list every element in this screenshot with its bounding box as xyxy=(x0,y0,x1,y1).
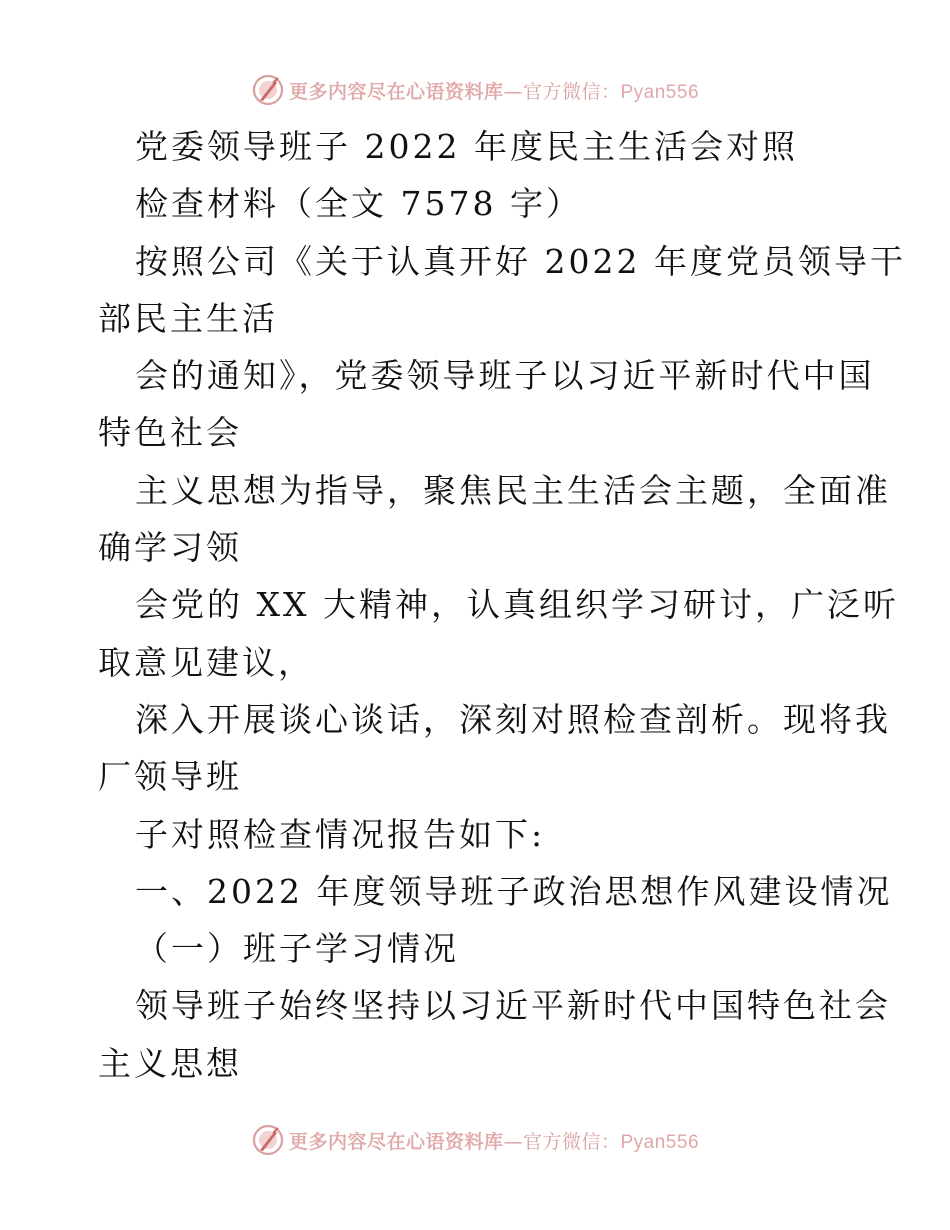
paragraph-line: 厂领导班 xyxy=(98,757,242,797)
watermark-brand: 更多内容尽在心语资料库 xyxy=(288,1130,504,1153)
feather-pen-logo-icon xyxy=(251,1123,285,1157)
watermark-wechat-label: 官方微信： xyxy=(522,1130,621,1153)
paragraph-line: 领导班子始终坚持以习近平新时代中国特色社会 xyxy=(135,986,891,1026)
subsection-heading: （一）班子学习情况 xyxy=(135,929,459,969)
paragraph-line: 部民主生活 xyxy=(98,298,278,338)
paragraph-line: 取意见建议， xyxy=(98,642,314,682)
header-watermark xyxy=(0,70,950,110)
paragraph-line: 子对照检查情况报告如下: xyxy=(135,814,546,854)
feather-pen-logo-icon xyxy=(251,73,285,107)
watermark-brand: 更多内容尽在心语资料库 xyxy=(288,80,504,103)
watermark-wechat-label: 官方微信： xyxy=(522,80,621,103)
watermark-separator: — xyxy=(503,1130,523,1153)
paragraph-line: 按照公司《关于认真开好 2022 年度党员领导干 xyxy=(135,241,906,281)
document-body xyxy=(98,118,906,1092)
paragraph-line: 确学习领 xyxy=(98,528,242,568)
watermark-wechat-id: Pyan556 xyxy=(620,1131,700,1153)
paragraph-line: 特色社会 xyxy=(98,413,242,453)
watermark-separator: — xyxy=(503,80,523,103)
section-heading: 一、2022 年度领导班子政治思想作风建设情况 xyxy=(135,871,893,911)
document-title-line-2: 检查材料（全文 7578 字） xyxy=(135,184,582,224)
document-title-line-1: 党委领导班子 2022 年度民主生活会对照 xyxy=(135,127,798,166)
watermark-text xyxy=(289,1127,699,1154)
watermark-wechat-id: Pyan556 xyxy=(620,81,700,103)
paragraph-line: 会的通知》，党委领导班子以习近平新时代中国 xyxy=(135,356,875,396)
paragraph-line: 会党的 XX 大精神，认真组织学习研讨，广泛听 xyxy=(135,585,899,625)
watermark-text xyxy=(289,77,699,104)
footer-watermark xyxy=(0,1120,950,1160)
paragraph-line: 深入开展谈心谈话，深刻对照检查剖析。现将我 xyxy=(135,699,891,739)
paragraph-line: 主义思想 xyxy=(98,1043,242,1083)
paragraph-line: 主义思想为指导，聚焦民主生活会主题，全面准 xyxy=(135,470,891,510)
